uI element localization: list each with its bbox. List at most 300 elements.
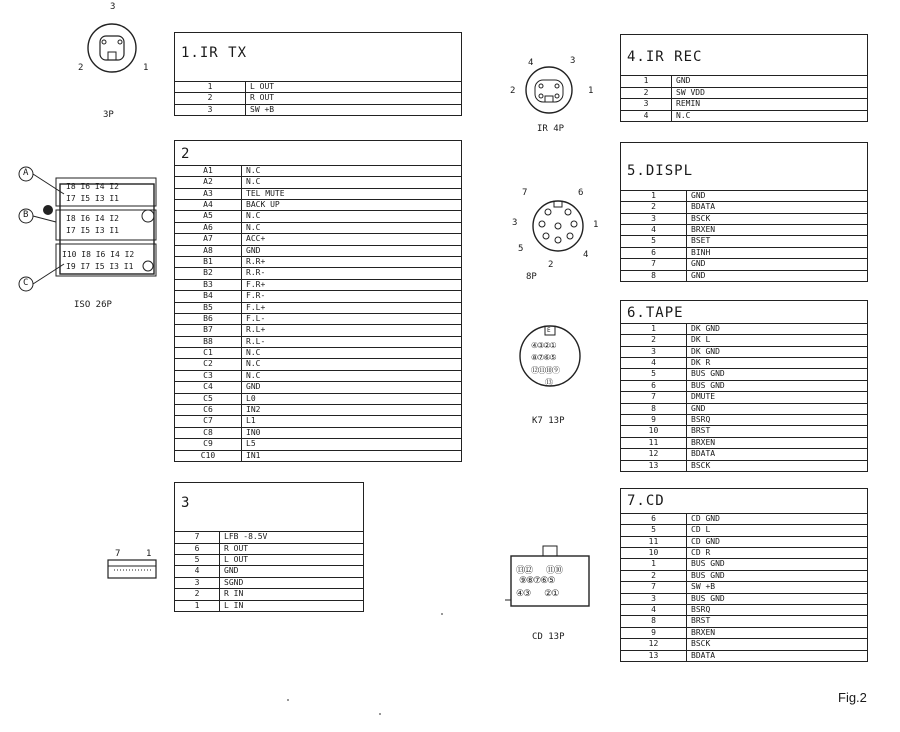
pin-rows [175,81,461,115]
pin-row [621,581,867,592]
pin-signal: BRST [691,426,711,436]
pin-row [175,256,461,267]
pin-number: 8 [621,616,687,626]
pin-signal: F.L- [246,313,266,323]
pin-row [621,638,867,649]
k7-pin: ⑤ [549,353,556,362]
pin-number: 6 [175,544,220,554]
ir-rec-pin-3: 3 [570,56,576,66]
pin-row [175,336,461,347]
pin-number: C4 [175,382,242,392]
pin-number: 2 [621,202,687,212]
pin-row [621,110,867,121]
ir-rec-pin-4: 4 [528,58,534,68]
pin-number: C3 [175,371,242,381]
pin-signal: SW VDD [676,87,705,97]
pin-number: 11 [621,438,687,448]
pin-signal: BUS GND [691,570,725,580]
pin-number: 10 [621,426,687,436]
cd-pin: ⑩ [554,566,563,576]
pin-signal: BUS GND [691,380,725,390]
cd-pin: ⑨ [519,576,527,586]
pin-signal: L IN [224,600,244,610]
pin-number: 12 [621,449,687,459]
table-ir-rec [620,34,868,122]
pin-row [621,334,867,345]
pin-row [621,536,867,547]
table-tape [620,300,868,472]
pin-row [175,199,461,210]
pin-signal: BSCK [691,639,711,649]
pin-number: 5 [175,555,220,565]
pin-signal: F.R+ [246,279,266,289]
cd-pin: ③ [523,589,531,599]
pin-row [175,370,461,381]
pin-signal: BSCK [691,213,711,223]
pin-row [621,604,867,615]
pin-number: C8 [175,428,242,438]
pin-number: B2 [175,268,242,278]
pin-row [175,404,461,415]
k7-connector-label: K7 13P [532,416,565,426]
pin-signal: L0 [246,393,256,403]
pin-signal: BSRQ [691,605,711,615]
pin-row [175,222,461,233]
ir-rec-pin-2: 2 [510,86,516,96]
conn3-pin-left: 7 [115,549,121,559]
cd-pin: ⑧ [526,576,534,586]
table-title: 3 [181,495,191,511]
ir-tx-pin-1: 1 [143,63,149,73]
pin-signal: GND [246,382,261,392]
pin-number: 5 [621,236,687,246]
pin-rows [621,190,867,281]
pin-number: B6 [175,314,242,324]
pin-rows [175,165,461,461]
pin-number: A1 [175,166,242,176]
pin-signal: BUS GND [691,559,725,569]
pin-number: B4 [175,291,242,301]
pin-signal: CD R [691,548,711,558]
pin-row [175,554,363,565]
cd-pin-row-2 [519,576,554,586]
pin-number: A6 [175,223,242,233]
k7-key-mark: E [547,327,551,334]
pin-row [175,210,461,221]
pin-number: 9 [621,628,687,638]
table-title: 1.IR TX [181,45,248,61]
k7-pin: ⑧ [531,353,538,362]
pin-number: 5 [621,369,687,379]
pin-number: 4 [621,111,672,121]
pin-row [175,450,461,461]
pin-number: 1 [621,559,687,569]
pin-number: A5 [175,211,242,221]
pin-number: B7 [175,325,242,335]
cd-pin-row-1 [516,563,562,576]
pin-row [621,391,867,402]
pin-signal: IN1 [246,450,261,460]
pin-number: A8 [175,246,242,256]
pin-row [175,543,363,554]
pin-row [175,267,461,278]
table-title: 7.CD [627,493,665,509]
ir-tx-3p-connector [80,10,150,100]
cd-pin: ⑬ [516,566,525,576]
pin-row [621,448,867,459]
pin-rows [621,323,867,471]
pin-signal: R.R- [246,268,266,278]
pin-signal: DK GND [691,346,720,356]
figure-label: Fig.2 [838,690,867,705]
pin-signal: BSET [691,236,711,246]
pin-row [175,81,461,92]
pin-number: 4 [175,566,220,576]
pin-number: 7 [621,259,687,269]
pin-number: 3 [621,594,687,604]
k7-pin: ⑪ [538,366,545,375]
pin-signal: CD L [691,525,711,535]
table-displ [620,142,868,282]
pin-signal: F.R- [246,291,266,301]
pin-number: 3 [621,214,687,224]
pin-number: 1 [621,76,672,86]
k7-pin: ④ [531,341,538,350]
pin-row [175,438,461,449]
ir-tx-connector-label: 3P [103,110,114,120]
pin-signal: R OUT [224,543,249,553]
pin-signal: N.C [246,370,261,380]
pin-row [175,381,461,392]
pin-signal: CD GND [691,536,720,546]
ir-tx-pin-2: 2 [78,63,84,73]
table-title: 4.IR REC [627,49,703,65]
pin-signal: DK R [691,358,711,368]
pin-row [175,393,461,404]
pin-number: 4 [621,605,687,615]
cd-pin-row-3 [516,589,558,599]
pin-rows [621,513,867,661]
pin-number: 3 [621,347,687,357]
pin-number: 2 [621,571,687,581]
pin-row [621,98,867,109]
pin-number: 2 [175,93,246,103]
pin-row [621,270,867,281]
pin-number: C9 [175,439,242,449]
pin-number: 4 [621,225,687,235]
pin-signal: GND [691,403,706,413]
iso-block-c-row2: I9 I7 I5 I3 I1 [66,262,134,271]
pin-row [175,358,461,369]
pin-number: 11 [621,537,687,547]
pin-number: A3 [175,189,242,199]
pin-row [175,188,461,199]
pin-row [621,593,867,604]
pin-signal: R.L+ [246,325,266,335]
pin-number: 2 [621,335,687,345]
displ-pin-6: 6 [578,188,584,198]
pin-row [621,368,867,379]
table-iso [174,140,462,462]
cd-pin: ⑪ [546,566,555,576]
pin-number: A2 [175,177,242,187]
pin-row [175,165,461,176]
pin-signal: N.C [246,359,261,369]
k7-pin-row-2 [531,353,556,362]
cd-pin: ① [551,589,559,599]
pin-number: 3 [175,105,246,115]
k7-pin: ① [549,341,556,350]
pin-row [621,513,867,524]
pin-row [175,588,363,599]
pin-signal: GND [246,245,261,255]
pin-number: 7 [621,582,687,592]
pin-signal: R OUT [250,93,275,103]
pin-signal: L1 [246,416,256,426]
pin-row [621,414,867,425]
cd-pin: ② [544,589,552,599]
pin-number: 7 [621,392,687,402]
displ-connector-label: 8P [526,272,537,282]
pin-number: C1 [175,348,242,358]
pin-rows [175,531,363,611]
pin-number: 13 [621,651,687,661]
pin-signal: N.C [246,165,261,175]
pin-row [621,437,867,448]
cd-pin: ⑥ [540,576,548,586]
pin-number: 1 [175,601,220,611]
pin-signal: GND [691,270,706,280]
scan-speck [287,699,289,701]
iso-block-c-row1: I10 I8 I6 I4 I2 [62,250,135,259]
pin-row [175,577,363,588]
ir-rec-4p-connector [515,58,585,128]
iso-block-a-row2: I7 I5 I3 I1 [66,194,119,203]
pin-signal: N.C [676,110,691,120]
pin-row [621,627,867,638]
pin-row [621,570,867,581]
pin-row [621,201,867,212]
pin-signal: BUS GND [691,593,725,603]
ir-tx-pin-3: 3 [110,2,116,12]
k7-pin: ⑥ [543,353,550,362]
pin-row [621,224,867,235]
scan-speck [379,713,381,715]
pin-signal: L5 [246,439,256,449]
pin-row [175,279,461,290]
pin-row [175,531,363,542]
pin-number: 2 [175,589,220,599]
k7-pin-13: ⑬ [545,378,553,387]
pin-signal: DK L [691,335,711,345]
iso-callout-a: A [23,168,29,178]
pin-row [621,425,867,436]
iso-callout-b: B [23,210,29,220]
cd-pin: ④ [516,589,524,599]
pin-number: C7 [175,416,242,426]
pin-signal: BSCK [691,460,711,470]
pin-signal: F.L+ [246,302,266,312]
pin-number: 3 [621,99,672,109]
displ-pin-2: 2 [548,260,554,270]
iso-block-b-row1: I8 I6 I4 I2 [66,214,119,223]
iso-block-b-row2: I7 I5 I3 I1 [66,226,119,235]
pin-number: C2 [175,359,242,369]
pin-row [175,415,461,426]
pin-row [175,427,461,438]
pin-row [621,87,867,98]
pin-signal: DK GND [691,323,720,333]
pin-number: C10 [175,451,242,461]
table-ir-tx [174,32,462,116]
pin-signal: N.C [246,348,261,358]
table-title: 2 [181,146,191,162]
pin-signal: TEL MUTE [246,188,285,198]
pin-row [621,524,867,535]
pin-row [175,347,461,358]
pin-row [621,235,867,246]
pin-signal: BRXEN [691,225,716,235]
pin-row [621,403,867,414]
pin-row [175,245,461,256]
pin-signal: L OUT [250,81,275,91]
pin-number: A4 [175,200,242,210]
table-title: 6.TAPE [627,305,684,321]
pin-signal: L OUT [224,555,249,565]
pin-number: 6 [621,381,687,391]
pin-row [621,258,867,269]
pin-signal: SGND [224,577,244,587]
iso-block-a-row1: I8 I6 I4 I2 [66,182,119,191]
pin-number: 2 [621,88,672,98]
pin-row [175,176,461,187]
pin-signal: BUS GND [691,369,725,379]
cd-pin: ⑦ [533,576,541,586]
pin-row [175,104,461,115]
pin-signal: R.R+ [246,256,266,266]
pin-number: 9 [621,415,687,425]
pin-rows [621,75,867,121]
pin-signal: DMUTE [691,392,716,402]
pin-number: B1 [175,257,242,267]
pin-signal: CD GND [691,513,720,523]
pin-row [621,615,867,626]
pin-number: 13 [621,461,687,471]
pin-row [621,247,867,258]
displ-pin-7: 7 [522,188,528,198]
pin-signal: BDATA [691,202,716,212]
pin-row [621,323,867,334]
k7-pin: ⑩ [545,366,552,375]
k7-pin-row-1 [531,341,556,350]
displ-pin-4: 4 [583,250,589,260]
pin-signal: SW +B [691,582,716,592]
pin-signal: BACK UP [246,200,280,210]
pin-row [621,558,867,569]
pin-signal: GND [676,76,691,86]
pin-row [621,650,867,661]
pin-signal: LFB -8.5V [224,532,268,542]
pin-row [621,213,867,224]
pin-number: B3 [175,280,242,290]
pin-number: 7 [175,532,220,542]
k7-pin-row-3 [531,365,559,376]
pin-number: B8 [175,337,242,347]
pin-row [175,92,461,103]
pin-signal: IN2 [246,405,261,415]
pin-signal: BDATA [691,650,716,660]
conn3-pin-right: 1 [146,549,152,559]
pin-signal: BINH [691,247,711,257]
k7-pin: ⑦ [537,353,544,362]
pin-signal: BDATA [691,449,716,459]
scan-speck [441,613,443,615]
pin-signal: GND [224,566,239,576]
displ-pin-1: 1 [593,220,599,230]
pin-row [621,460,867,471]
pin-number: 5 [621,525,687,535]
pin-number: 3 [175,578,220,588]
pin-signal: ACC+ [246,234,266,244]
pin-row [621,190,867,201]
pin-signal: N.C [246,177,261,187]
pin-row [621,346,867,357]
displ-pin-5: 5 [518,244,524,254]
pin-signal: R IN [224,589,244,599]
pin-signal: BRXEN [691,627,716,637]
pin-signal: BRST [691,616,711,626]
ir-rec-connector-label: IR 4P [537,124,565,134]
pin-number: 8 [621,271,687,281]
pin-row [621,547,867,558]
pin-number: 1 [621,324,687,334]
pin-number: 4 [621,358,687,368]
pin-signal: SW +B [250,104,275,114]
pin-signal: GND [691,190,706,200]
pin-row [175,233,461,244]
pin-number: 10 [621,548,687,558]
pin-row [175,313,461,324]
pin-signal: R.L- [246,336,266,346]
table-cd [620,488,868,662]
ir-rec-pin-1: 1 [588,86,594,96]
pin-number: 8 [621,404,687,414]
pin-row [175,302,461,313]
pin-row [621,75,867,86]
pin-signal: BSRQ [691,415,711,425]
displ-pin-3: 3 [512,218,518,228]
pin-number: B5 [175,303,242,313]
pin-signal: IN0 [246,427,261,437]
pin-row [175,290,461,301]
pin-number: C5 [175,394,242,404]
pin-signal: N.C [246,222,261,232]
table-conn3 [174,482,364,612]
pin-row [175,565,363,576]
pin-row [621,357,867,368]
pin-number: C6 [175,405,242,415]
pin-number: 1 [175,82,246,92]
k7-pin: ③ [537,341,544,350]
pin-row [175,600,363,611]
cd-connector-label: CD 13P [532,632,565,642]
pin-signal: BRXEN [691,437,716,447]
pin-row [175,324,461,335]
pin-number: 12 [621,639,687,649]
iso-connector-label: ISO 26P [74,300,112,310]
k7-pin: ⑫ [531,366,538,375]
pin-signal: REMIN [676,99,701,109]
